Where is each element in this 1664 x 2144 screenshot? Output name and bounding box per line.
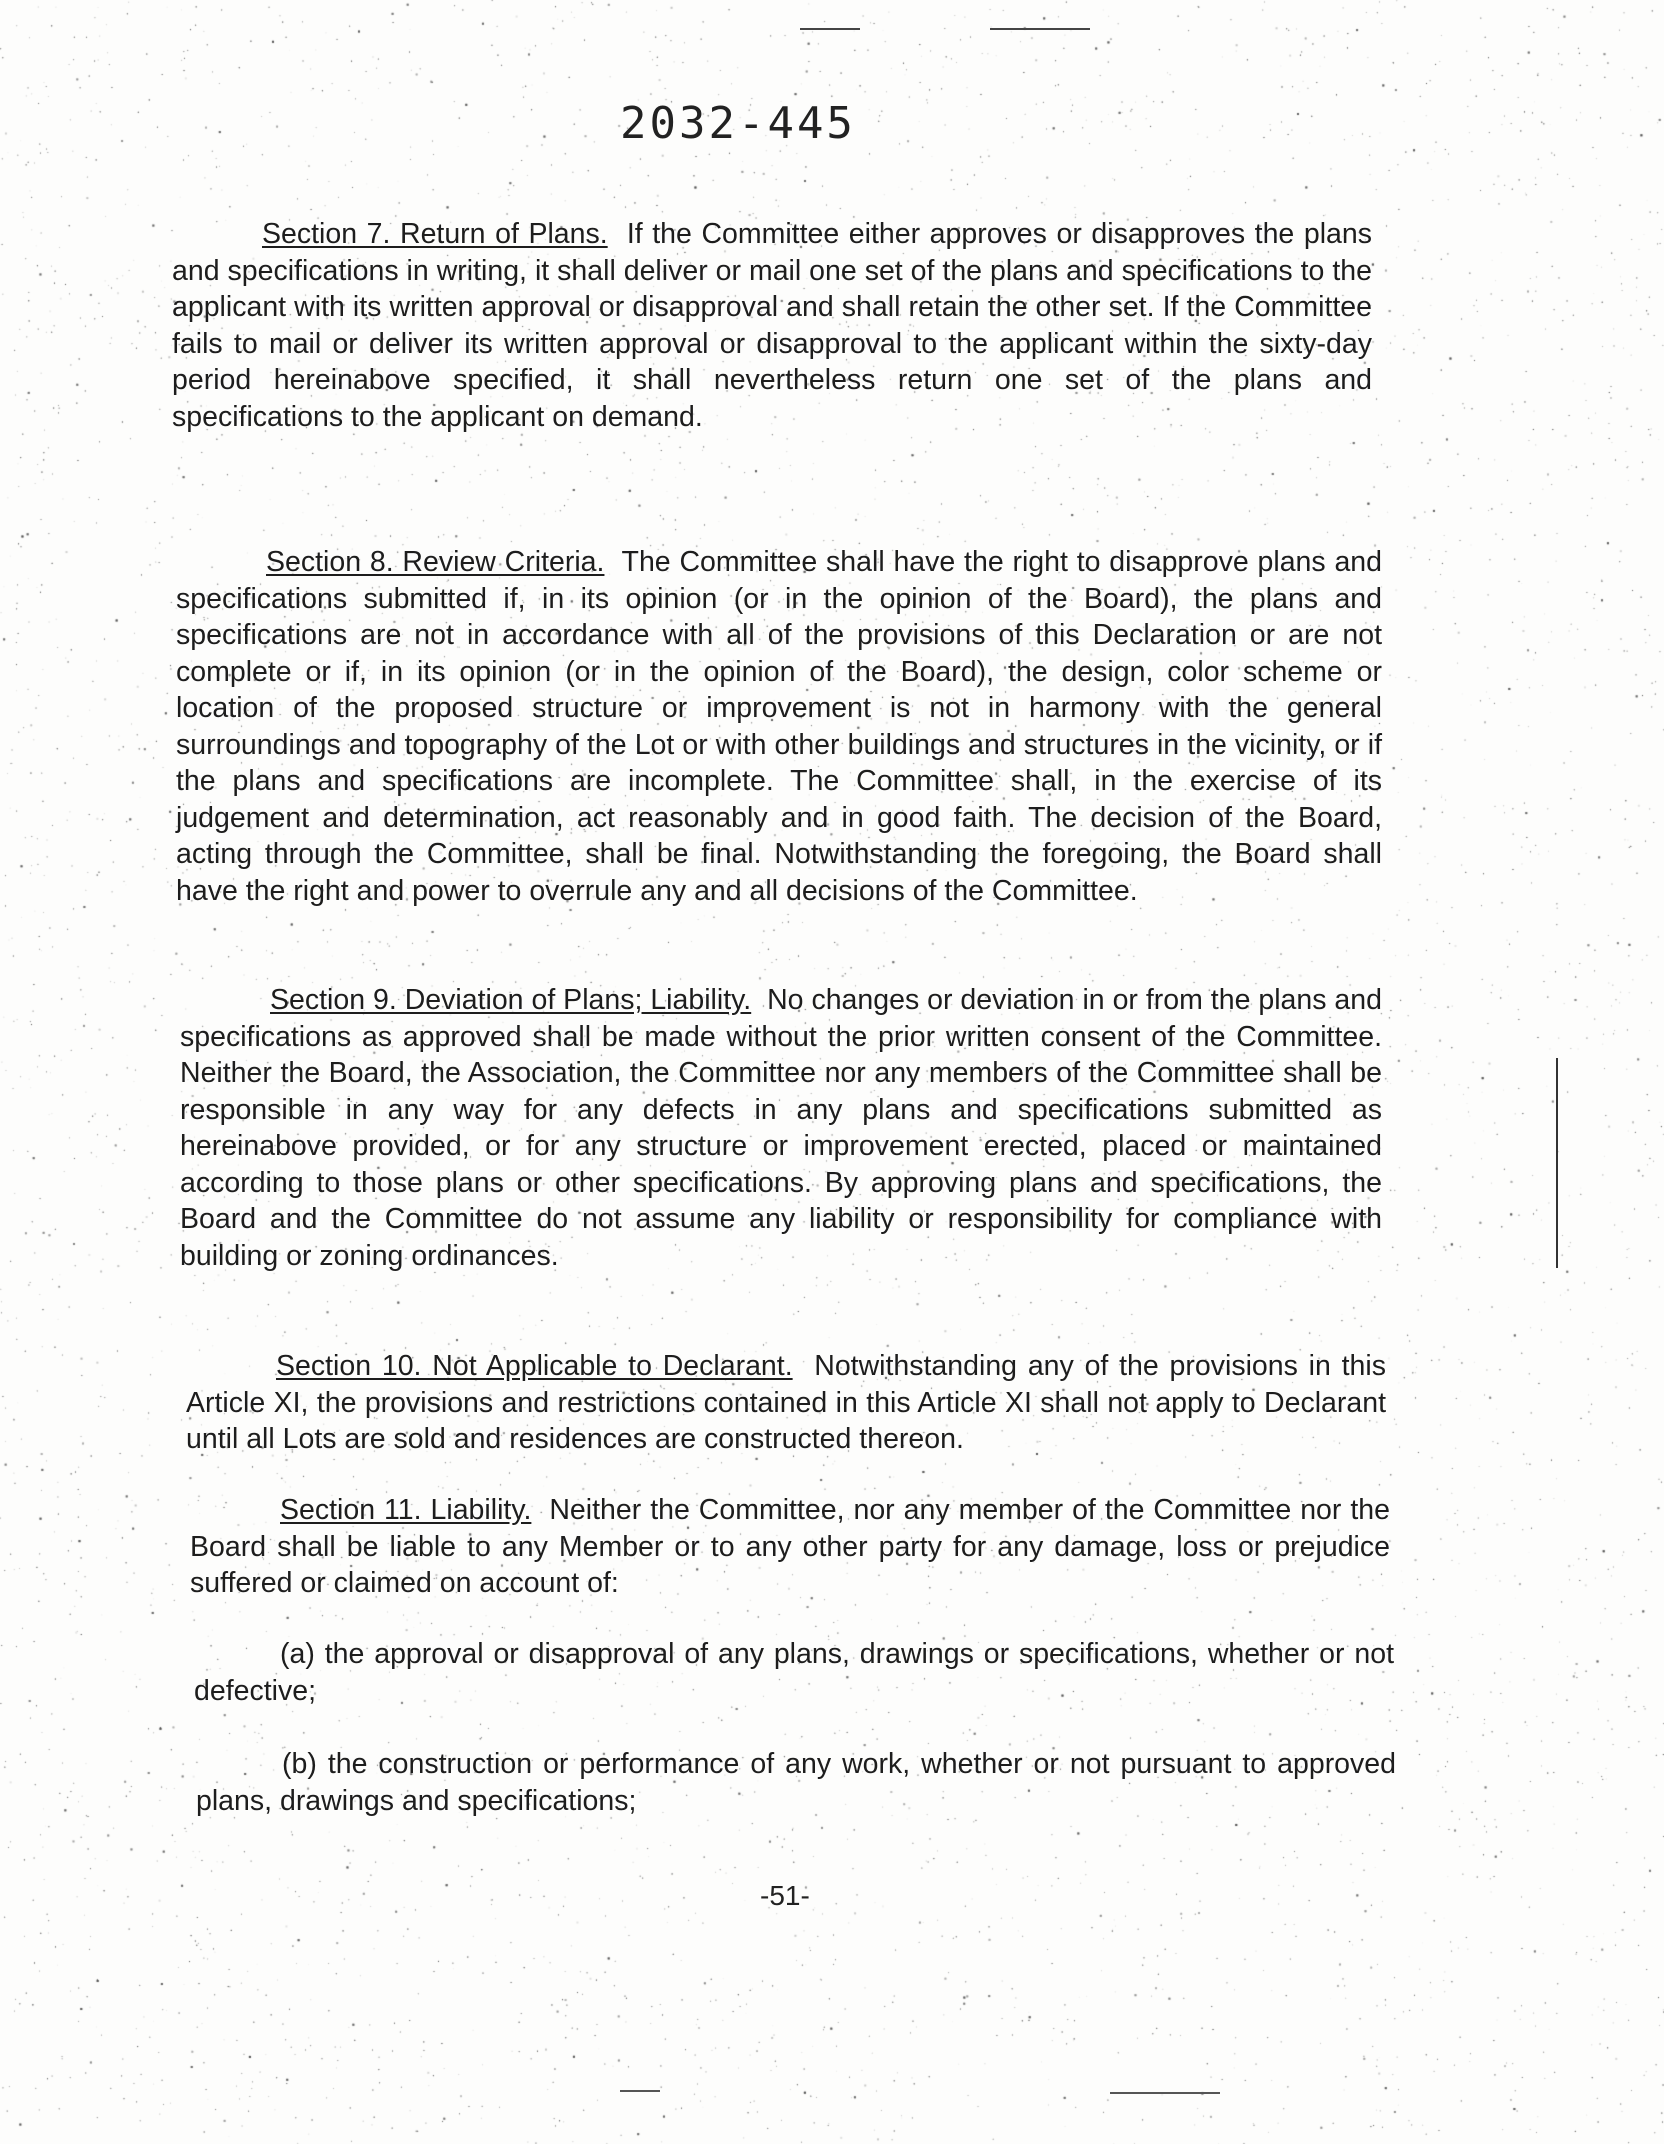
section-10 bbox=[186, 1348, 1386, 1458]
section-11 bbox=[190, 1492, 1390, 1602]
document-number: 2032-445 bbox=[620, 98, 856, 149]
section-8-text: The Committee shall have the right to disapprove plans and specifications submitted if, in its opinion (or in the opinion of the Board), the plans and specifications are not in accordance with all of the provisions of this Declaration or are not complete or if, in its opinion (or in the opinion of the Board), the design, color scheme or location of the proposed structure or improvement is not in harmony with the general surroundings and topography of the Lot or with other buildings and structures in the vicinity, or if the plans and specifications are incomplete. The Committee shall, in the exercise of its judgement and determination, act reasonably and in good faith. The decision of the Board, acting through the Committee, shall be final. Notwithstanding the foregoing, the Board shall have the right and power to overrule any and all decisions of the Committee. bbox=[176, 546, 1383, 907]
section-8-heading: Section 8. Review Criteria. bbox=[266, 546, 605, 578]
section-10-text: Notwithstanding any of the provisions in this Article XI, the provisions and restrictions contained in this Article XI shall not apply to Declarant until all Lots are sold and residences are constructed thereon. bbox=[186, 1350, 1386, 1455]
section-9-heading: Section 9. Deviation of Plans; Liability. bbox=[270, 984, 752, 1016]
section-7 bbox=[172, 216, 1372, 435]
margin-mark bbox=[1556, 1058, 1558, 1268]
top-rule-left bbox=[800, 28, 860, 30]
bottom-rule-right bbox=[1110, 2092, 1220, 2094]
bottom-rule-left bbox=[620, 2090, 660, 2092]
section-7-text: If the Committee either approves or disapproves the plans and specifications in writing, it shall deliver or mail one set of the plans and specifications to the applicant with its written approval or disapproval and shall retain the other set. If the Committee fails to mail or deliver its written approval or disapproval to the applicant within the sixty-day period hereinabove specified, it shall nevertheless return one set of the plans and specifications to the applicant on demand. bbox=[172, 218, 1372, 433]
section-10-heading: Section 10. Not Applicable to Declarant. bbox=[276, 1350, 793, 1382]
subitem-a: (a) the approval or disapproval of any plans, drawings or specifications, whether or not defective; bbox=[194, 1638, 1394, 1707]
section-7-heading: Section 7. Return of Plans. bbox=[262, 218, 608, 250]
section-9 bbox=[180, 982, 1382, 1274]
section-9-text: No changes or deviation in or from the plans and specifications as approved shall be made without the prior written consent of the Committee. Neither the Board, the Association, the Committee nor any members of the Committee shall be responsible in any way for any defects in any plans and specifications submitted as hereinabove provided, or for any structure or improvement erected, placed or maintained according to those plans or other specifications. By approving plans and specifications, the Board and the Committee do not assume any liability or responsibility for compliance with building or zoning ordinances. bbox=[180, 984, 1382, 1272]
section-8 bbox=[176, 544, 1382, 909]
page-number: -51- bbox=[760, 1880, 810, 1911]
top-rule-right bbox=[990, 28, 1090, 30]
subitem-b: (b) the construction or performance of any work, whether or not pursuant to approved plans, drawings and specifications; bbox=[196, 1748, 1396, 1817]
section-11-text: Neither the Committee, nor any member of the Committee nor the Board shall be liable to any Member or to any other party for any damage, loss or prejudice suffered or claimed on account of: bbox=[190, 1494, 1390, 1599]
section-11-heading: Section 11. Liability. bbox=[280, 1494, 532, 1526]
